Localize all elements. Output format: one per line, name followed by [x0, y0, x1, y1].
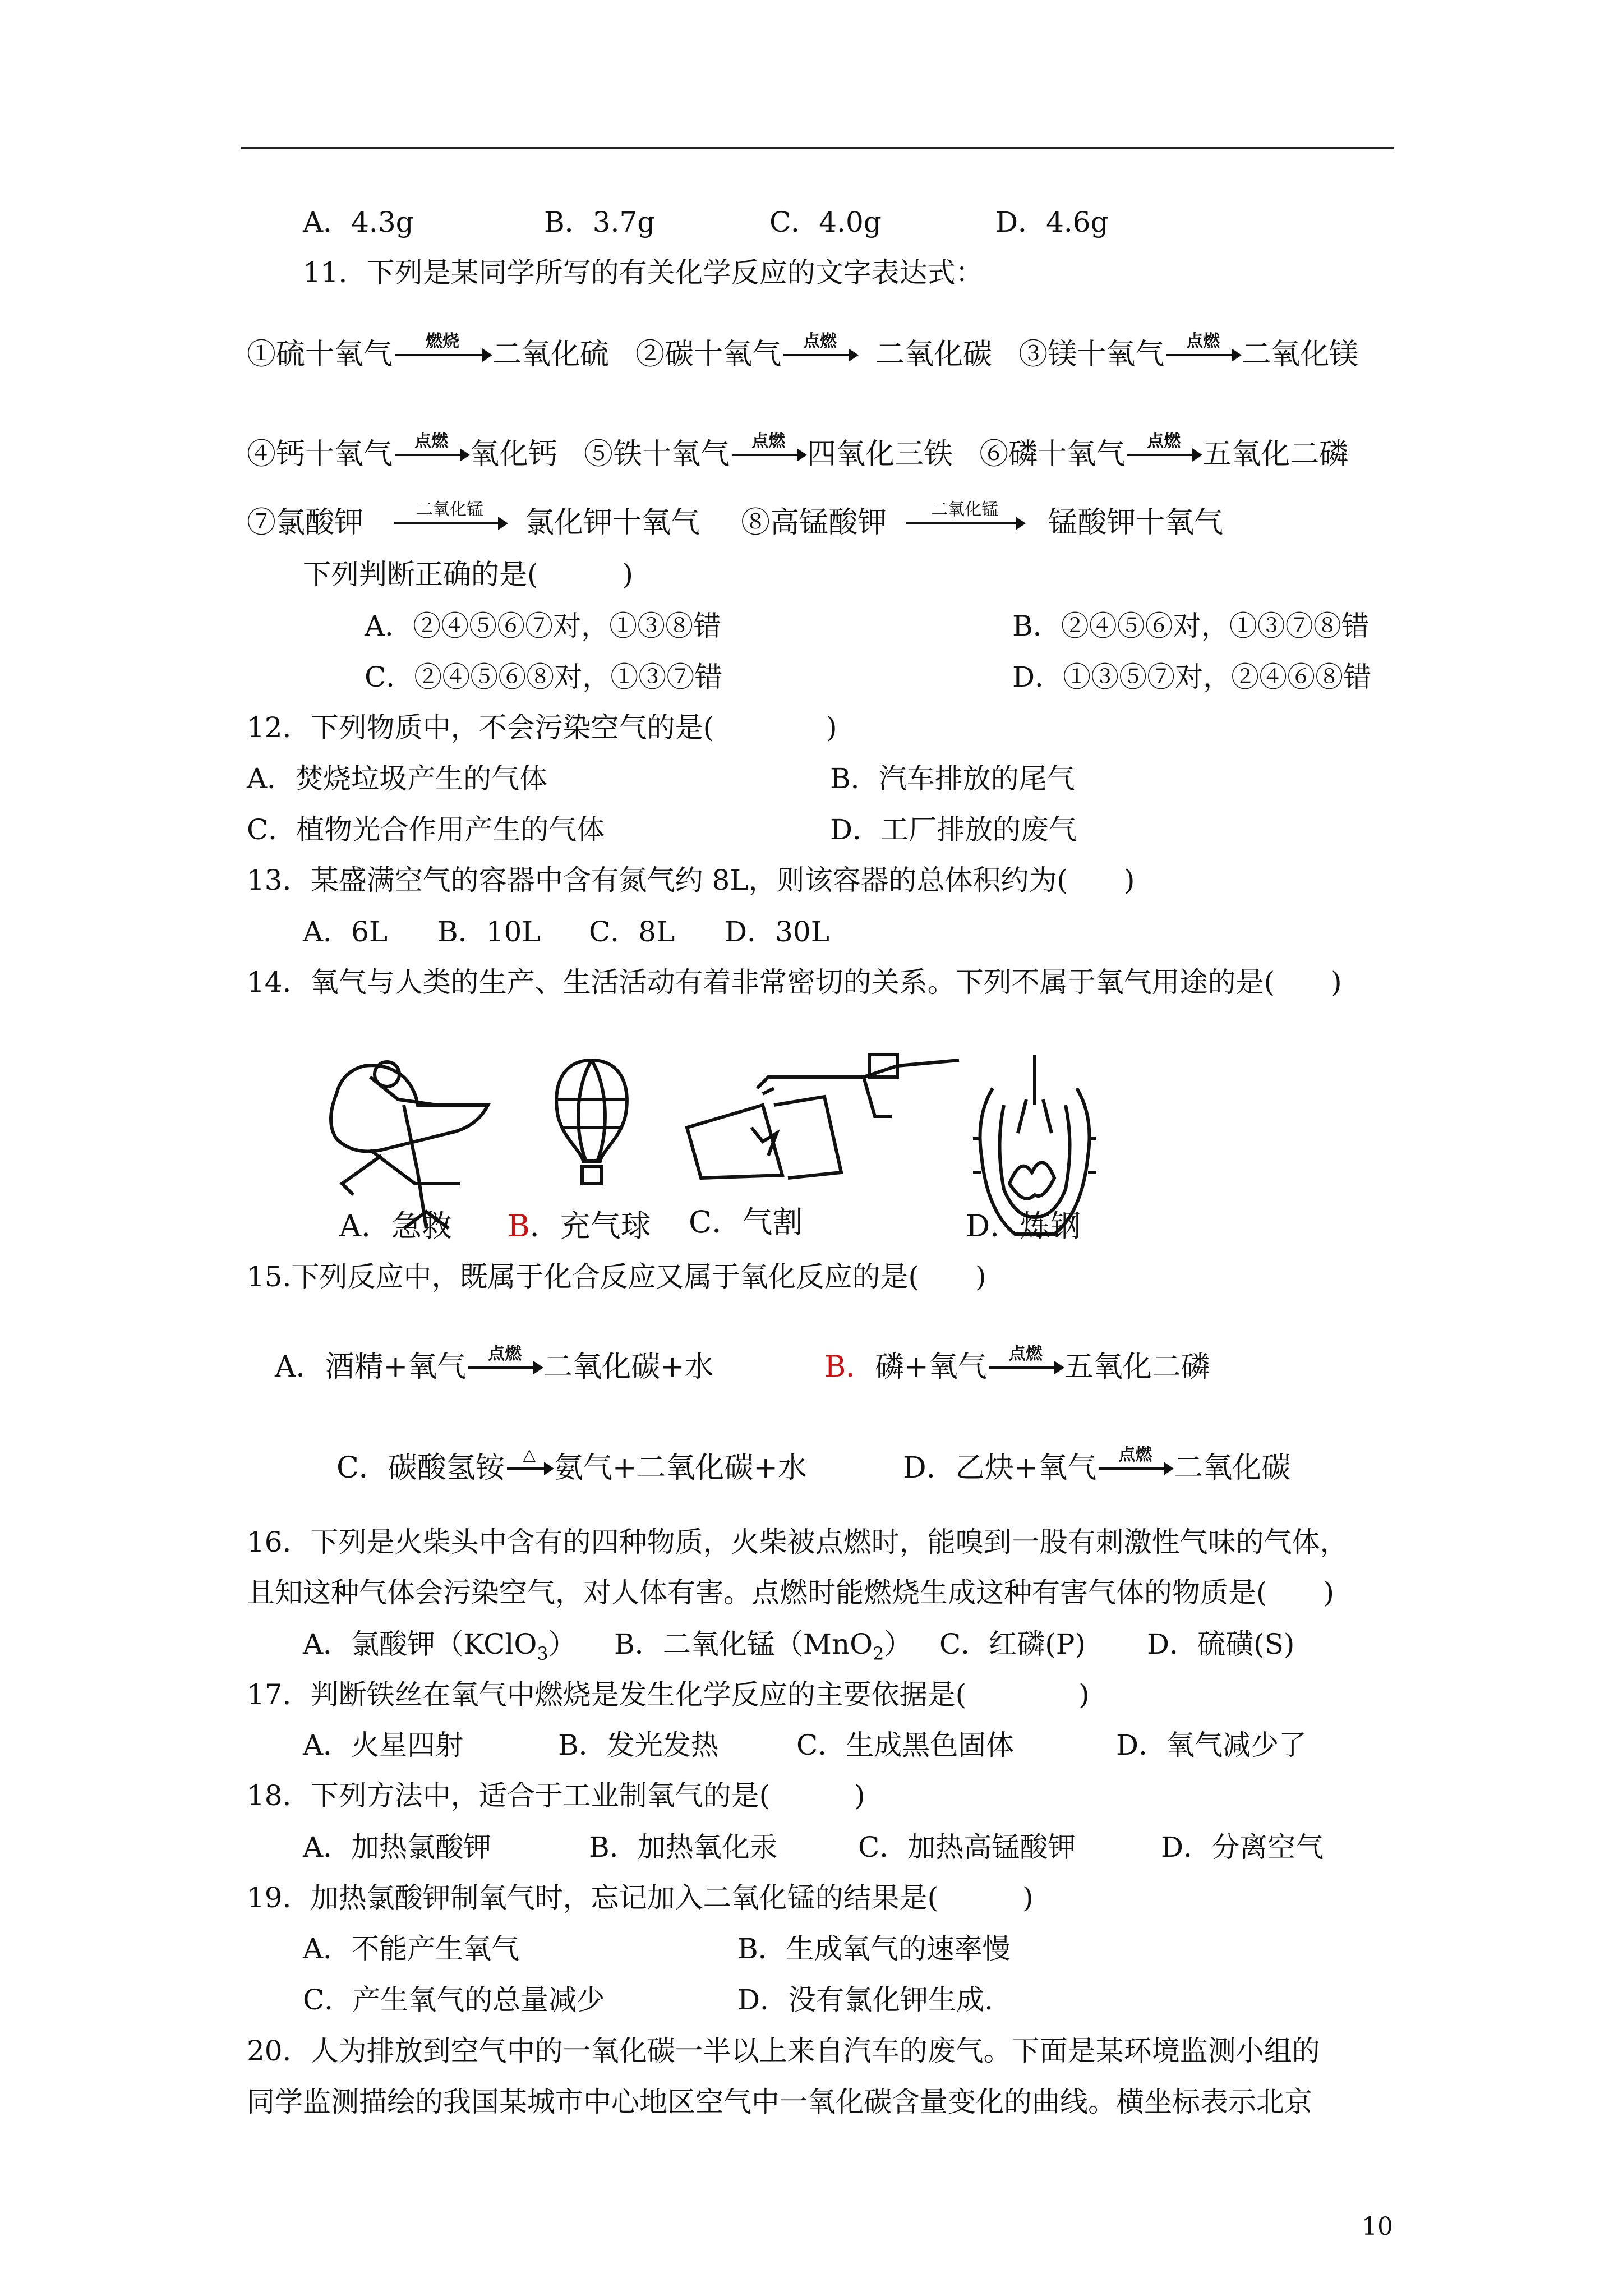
q12-option-b: B．汽车排放的尾气 [830, 762, 1075, 795]
q20-line-1: 20．人为排放到空气中的一氧化碳一半以上来自汽车的废气。下面是某环境监测小组的 [247, 2035, 1320, 2067]
q13-option-c: C．8L [589, 915, 675, 948]
q10-option-c: C．4.0g [769, 206, 882, 238]
eq2-reactants: ②碳十氧气 [635, 338, 782, 371]
q12-option-d: D．工厂排放的废气 [830, 813, 1077, 846]
q10-option-a: A．4.3g [303, 206, 414, 238]
eq6-reactants: ⑥磷十氧气 [979, 438, 1126, 471]
q17-option-b: B．发光发热 [558, 1729, 719, 1761]
eq1-reactants: ①硫十氧气 [247, 338, 393, 371]
eq3-products: 二氧化镁 [1242, 338, 1359, 371]
q17-option-c: C．生成黑色固体 [796, 1729, 1015, 1761]
q14-label-a: A．急救 [339, 1208, 452, 1244]
eq7-products: 氯化钾十氧气 [525, 506, 700, 540]
reaction-arrow: 点燃 [783, 354, 856, 364]
reaction-arrow: 点燃 [1127, 454, 1200, 464]
q14-label-b: B．充气球 [508, 1208, 651, 1244]
q10-option-b: B．3.7g [544, 206, 656, 238]
q18-option-d: D．分离空气 [1161, 1831, 1324, 1864]
q20-line-2: 同学监测描绘的我国某城市中心地区空气中一氧化碳含量变化的曲线。横坐标表示北京 [247, 2086, 1312, 2118]
q11-equation-row-1 [247, 332, 1359, 372]
q15-option-d: D．乙炔+氧气 点燃 二氧化碳 [903, 1445, 1291, 1485]
reaction-arrow: 点燃 [395, 454, 468, 464]
q16-line-1: 16．下列是火柴头中含有的四种物质，火柴被点燃时，能嗅到一股有刺激性气味的气体， [247, 1526, 1348, 1558]
q17-stem: 17．判断铁丝在氧气中燃烧是发生化学反应的主要依据是( ) [247, 1678, 1090, 1711]
q14-label-d: D．炼钢 [966, 1208, 1081, 1244]
reaction-arrow: 点燃 [1166, 354, 1239, 364]
q13-option-d: D．30L [725, 915, 829, 948]
q18-option-b: B．加热氧化汞 [589, 1831, 778, 1864]
eq5-reactants: ⑤铁十氧气 [584, 438, 730, 471]
q18-option-a: A．加热氯酸钾 [303, 1831, 492, 1864]
q19-option-b: B．生成氧气的速率慢 [737, 1932, 1011, 1965]
q17-option-a: A．火星四射 [303, 1729, 464, 1761]
reaction-arrow: 点燃 [732, 454, 805, 464]
eq4-products: 氧化钙 [470, 438, 558, 471]
q18-option-c: C．加热高锰酸钾 [858, 1831, 1076, 1864]
hot-air-balloon-figure [550, 1055, 634, 1189]
eq1-products: 二氧化硫 [492, 338, 610, 371]
eq6-products: 五氧化二磷 [1202, 438, 1349, 471]
reaction-arrow: 点燃 [468, 1366, 541, 1377]
q19-stem: 19．加热氯酸钾制氧气时，忘记加入二氧化锰的结果是( ) [247, 1881, 1034, 1914]
q11-option-b: B．②④⑤⑥对，①③⑦⑧错 [1012, 610, 1370, 642]
eq2-products: 二氧化碳 [875, 338, 993, 371]
q10-option-d: D．4.6g [995, 206, 1109, 238]
reaction-arrow: 二氧化锰 [906, 522, 1023, 532]
eq7-reactants: ⑦氯酸钾 [247, 506, 364, 540]
q13-option-a: A．6L [303, 915, 388, 948]
q16-option-b: B．二氧化锰（MnO$_2$） [614, 1628, 912, 1664]
reaction-arrow: 点燃 [989, 1366, 1062, 1377]
q16-option-d: D．硫磺(S) [1147, 1628, 1295, 1660]
q14-stem: 14．氧气与人类的生产、生活活动有着非常密切的关系。下列不属于氧气用途的是( ) [247, 966, 1342, 999]
q12-option-a: A．焚烧垃圾产生的气体 [247, 762, 548, 795]
q11-prompt: 下列判断正确的是( ) [303, 558, 634, 591]
header-rule [241, 147, 1394, 149]
q15-stem: 15.下列反应中，既属于化合反应又属于氧化反应的是( ) [247, 1260, 986, 1293]
q15-option-b: B．磷+氧气 点燃 五氧化二磷 [824, 1344, 1210, 1384]
q11-equation-row-2 [247, 431, 1349, 472]
q19-option-c: C．产生氧气的总量减少 [303, 1984, 605, 2016]
reaction-arrow: 二氧化锰 [394, 522, 506, 532]
page-number: 10 [1362, 2212, 1393, 2241]
q18-stem: 18．下列方法中，适合于工业制氧气的是( ) [247, 1779, 865, 1812]
q15-option-a: A．酒精+氧气 点燃 二氧化碳+水 [275, 1344, 714, 1384]
q12-stem: 12．下列物质中，不会污染空气的是( ) [247, 711, 837, 744]
eq8-reactants: ⑧高锰酸钾 [741, 506, 887, 540]
eq5-products: 四氧化三铁 [807, 438, 953, 471]
q13-stem: 13．某盛满空气的容器中含有氮气约 8L，则该容器的总体积约为( ) [247, 864, 1135, 896]
q19-option-a: A．不能产生氧气 [303, 1932, 520, 1965]
q11-option-a: A．②④⑤⑥⑦对，①③⑧错 [365, 610, 722, 642]
gas-cutting-figure [679, 1043, 965, 1189]
eq3-reactants: ③镁十氧气 [1018, 338, 1165, 371]
q19-option-d: D．没有氯化钾生成. [737, 1984, 993, 2016]
q16-option-c: C．红磷(P) [939, 1628, 1086, 1660]
q15-option-c: C．碳酸氢铵 △ 氨气+二氧化碳+水 [336, 1445, 807, 1485]
q14-label-c: C．气割 [689, 1204, 803, 1240]
eq4-reactants: ④钙十氧气 [247, 438, 393, 471]
q16-line-2: 且知这种气体会污染空气，对人体有害。点燃时能燃烧生成这种有害气体的物质是( ) [247, 1576, 1335, 1609]
q11-option-d: D．①③⑤⑦对，②④⑥⑧错 [1012, 661, 1372, 693]
reaction-arrow: 点燃 [1099, 1467, 1172, 1478]
eq8-products: 锰酸钾十氧气 [1048, 506, 1224, 540]
reaction-arrow: 燃烧 [395, 354, 490, 364]
q11-equation-row-3 [247, 500, 1224, 541]
q12-option-c: C．植物光合作用产生的气体 [247, 813, 605, 846]
q17-option-d: D．氧气减少了 [1116, 1729, 1307, 1761]
q13-option-b: B．10L [437, 915, 541, 948]
q11-option-c: C．②④⑤⑥⑧对，①③⑦错 [365, 661, 723, 693]
reaction-arrow: △ [507, 1467, 552, 1478]
q11-stem: 11．下列是某同学所写的有关化学反应的文字表达式： [303, 256, 984, 289]
q16-option-a: A．氯酸钾（KClO$_3$） [303, 1628, 577, 1664]
